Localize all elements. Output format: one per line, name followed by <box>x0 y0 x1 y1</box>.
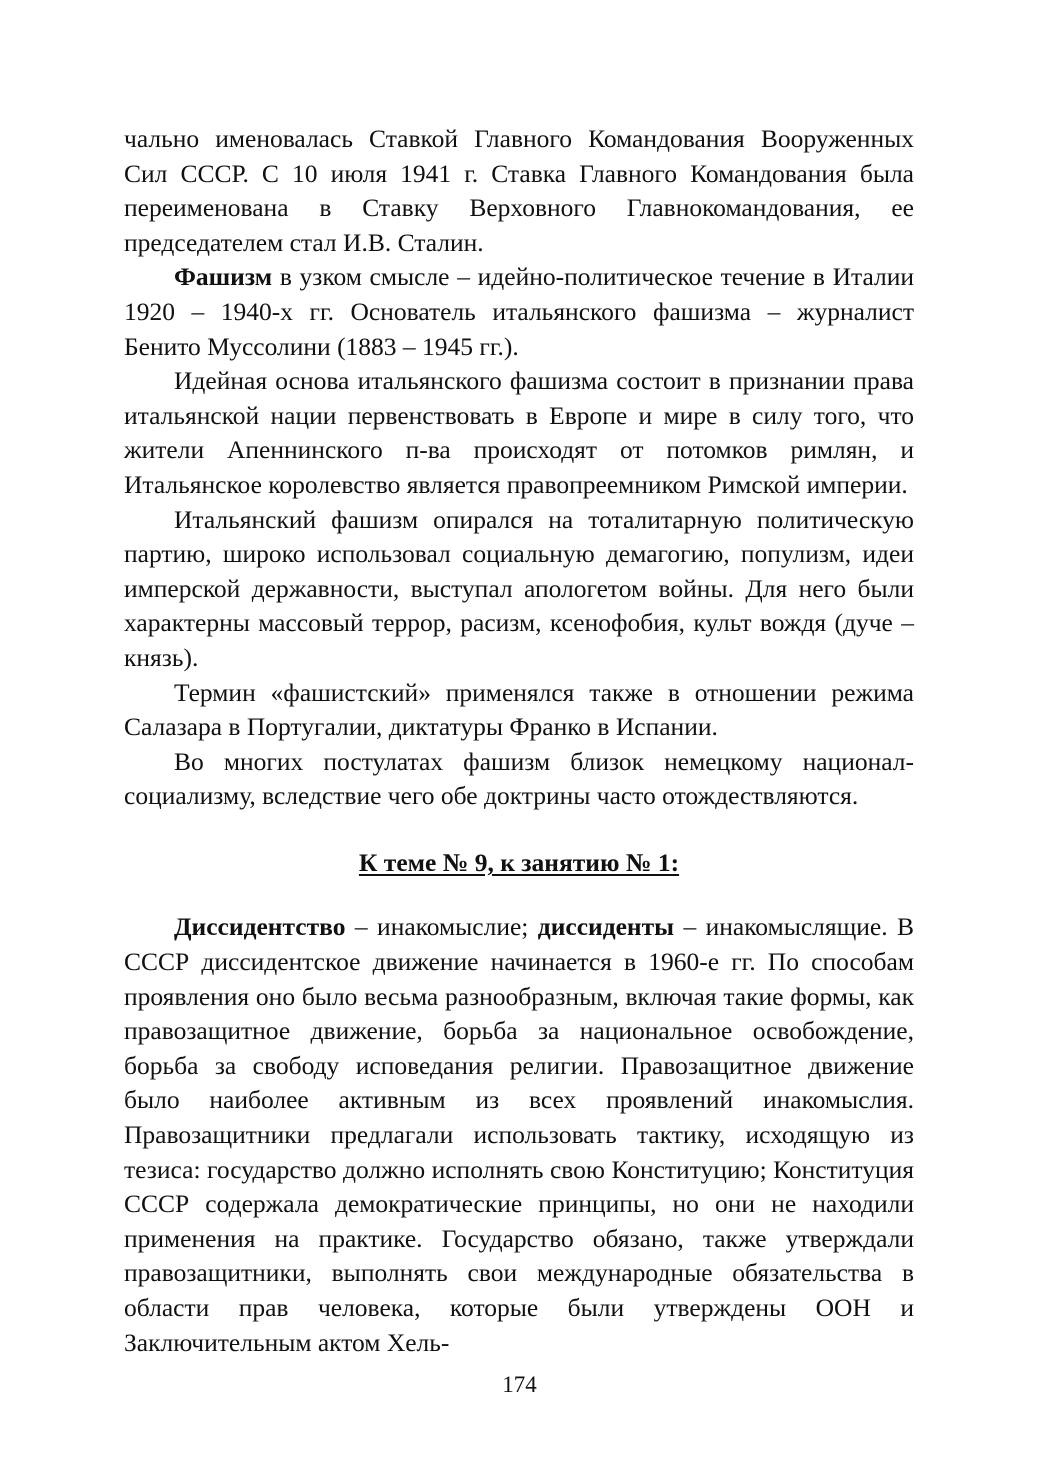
paragraph-text: чально именовалась Ставкой Главного Командования Вооруженных Сил СССР. С 10 июля 1941 г. Ставка Главного Командования была переименована в Ставку Верховного Главнокомандования, ее председателем стал И.В. Сталин. <box>124 124 914 257</box>
paragraph-fascism-ideology <box>124 364 914 502</box>
term-dissidents: диссиденты <box>537 912 675 942</box>
page-number: 174 <box>502 1372 537 1397</box>
paragraph-text: Итальянский фашизм опирался на тоталитарную политическую партию, широко использовал социальную демагогию, популизм, идеи имперской державности, выступал апологетом войны. Для него были характерны массовый террор, расизм, ксенофобия, культ вождя (дуче – князь). <box>124 504 914 672</box>
term-fascism: Фашизм <box>174 262 273 292</box>
paragraph-text: – инакомыслящие. В СССР диссидентское движение начинается в 1960-е гг. По способам проявления оно было весьма разнообразным, включая такие формы, как правозащитное движение, борьба за национальное освобождение, борьба за свободу исповедания религии. Правозащитное движение было наиболее активным из всех проявлений инакомыслия. Правозащитники предлагали использовать тактику, исходящую из тезиса: государство должно исполнять свою Конституцию; Конституция СССР содержала демократические принципы, но они не находили применения на практике. Государство обязано, также утверждали правозащитники, выполнять свои международные обязательства в области прав человека, которые были утверждены ООН и Заключительным актом Хель- <box>124 912 914 1357</box>
page-body <box>124 122 914 1360</box>
section-heading: К теме № 9, к занятию № 1: <box>358 847 680 877</box>
paragraph-fascism-definition <box>124 260 914 364</box>
paragraph-fascist-term <box>124 676 914 745</box>
paragraph-text: Во многих постулатах фашизм близок немецкому национал-социализму, вследствие чего обе доктрины часто отождествляются. <box>124 746 914 811</box>
paragraph-text: Идейная основа итальянского фашизма состоит в признании права итальянской нации первенствовать в Европе и мире в силу того, что жители Апеннинского п-ва происходят от потомков римлян, и Итальянское королевство является правопреемником Римской империи. <box>124 366 914 499</box>
paragraph-national-socialism <box>124 745 914 814</box>
paragraph-text: – инакомыслие; <box>345 912 538 942</box>
paragraph-text: Термин «фашистский» применялся также в отношении режима Салазара в Португалии, диктатуры Франко в Испании. <box>124 677 914 742</box>
paragraph-stavka <box>124 122 914 260</box>
paragraph-text: в узком смысле – идейно-политическое течение в Италии 1920 – 1940-х гг. Основатель итальянского фашизма – журналист Бенито Муссолини (1883 – 1945 гг.). <box>124 262 914 361</box>
paragraph-fascism-methods <box>124 503 914 676</box>
paragraph-dissidence <box>124 910 914 1360</box>
term-dissidence: Диссидентство <box>174 912 346 942</box>
